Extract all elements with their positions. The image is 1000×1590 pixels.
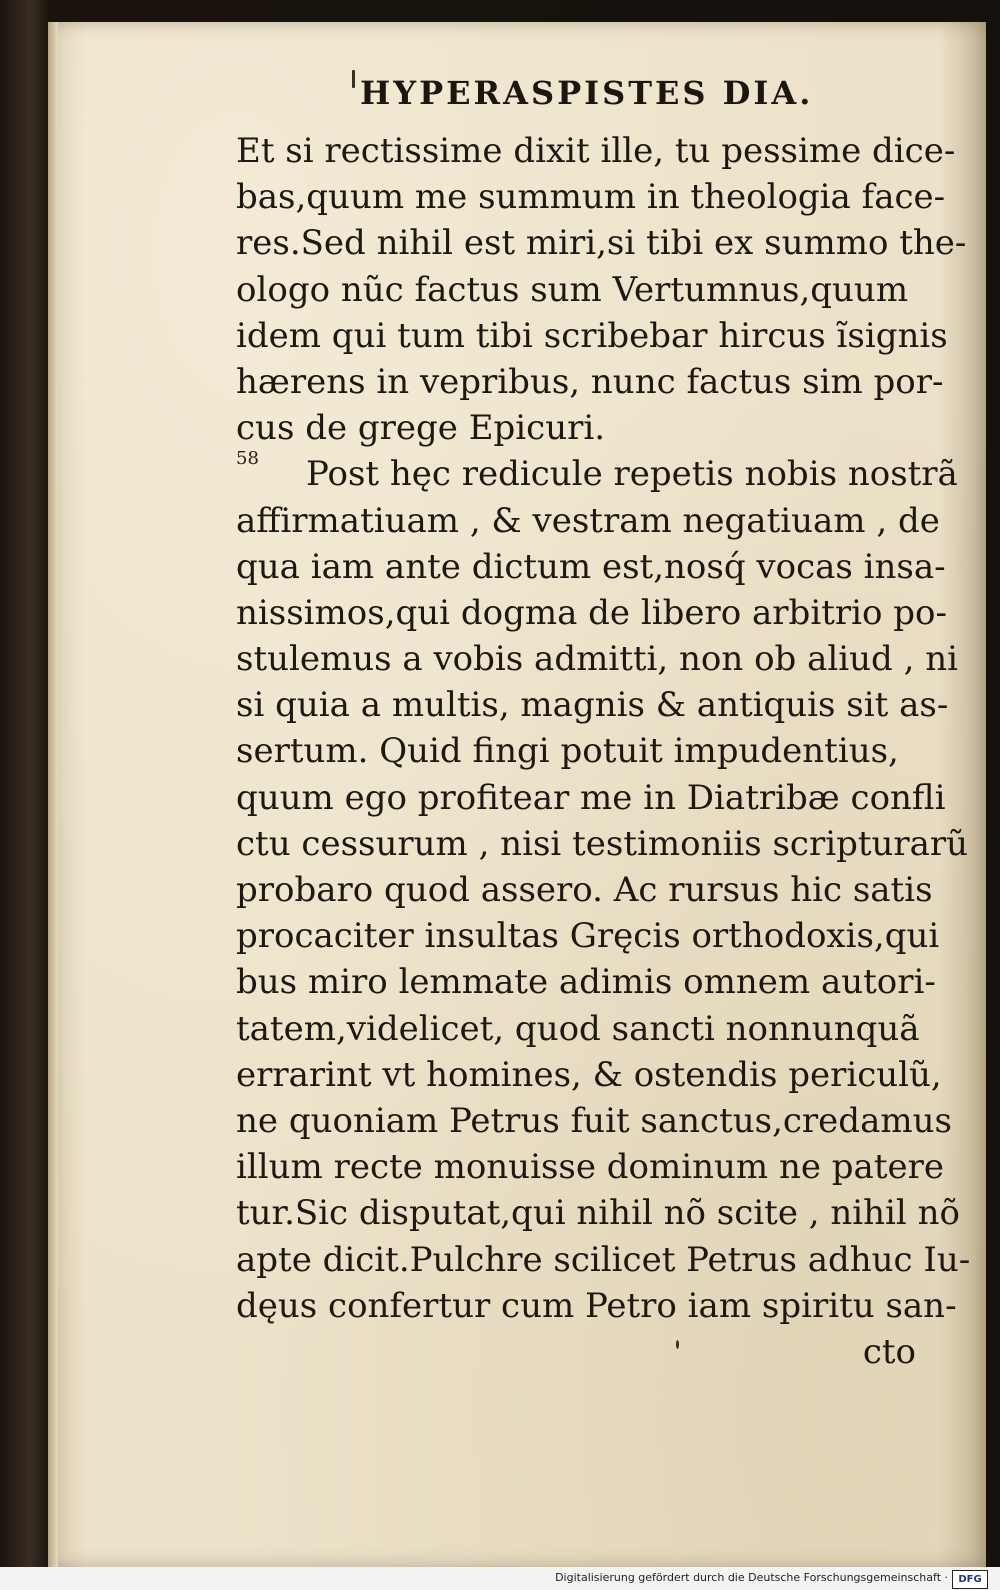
text-line: affirmatiuam , & vestram negatiuam , de — [236, 500, 940, 541]
text-line: res.Sed nihil est miri,si tibi ex summo the- — [236, 223, 967, 264]
text-line: apte dicit.Pulchre scilicet Petrus adhuc Iu- — [236, 1239, 971, 1280]
text-line: Post hęc redicule repetis nobis nostrã — [306, 454, 958, 495]
dfg-logo: DFG — [952, 1570, 988, 1589]
marginal-number: 58 — [236, 448, 259, 469]
text-line: stulemus a vobis admitti, non ob aliud , ni — [236, 639, 959, 680]
text-line: qua iam ante dictum est,nosq́ vocas insa- — [236, 546, 946, 587]
text-line: probaro quod assero. Ac rursus hic satis — [236, 870, 933, 910]
footer-credit: Digitalisierung gefördert durch die Deutsche Forschungsgemeinschaft · — [555, 1571, 948, 1584]
text-line: ologo nũc factus sum Vertumnus,quum — [236, 269, 909, 310]
text-block — [236, 128, 971, 1375]
page-edge — [48, 22, 58, 1567]
running-head: HYPERASPISTES DIA. — [360, 74, 814, 112]
text-line: bas,quum me summum in theologia face- — [236, 177, 946, 218]
text-line: errarint vt homines, & ostendis periculũ, — [236, 1054, 942, 1095]
catchword: cto — [862, 1331, 916, 1372]
text-line: tatem,videlicet, quod sancti nonnunquã — [236, 1008, 920, 1049]
text-line: dęus confertur cum Petro iam spiritu san- — [236, 1285, 957, 1326]
ink-speck — [676, 1340, 679, 1349]
text-line: sertum. Quid fingi potuit impudentius, — [236, 731, 899, 772]
text-line: si quia a multis, magnis & antiquis sit as- — [236, 685, 949, 726]
text-line: procaciter insultas Gręcis orthodoxis,qui — [236, 916, 940, 957]
ink-speck — [352, 70, 355, 88]
text-line: ne quoniam Petrus fuit sanctus,credamus — [236, 1100, 952, 1141]
footer-bar — [0, 1567, 1000, 1590]
text-line: idem qui tum tibi scribebar hircus ĩsignis — [236, 315, 948, 356]
text-line: nissimos,qui dogma de libero arbitrio po- — [236, 592, 947, 633]
text-line: bus miro lemmate adimis omnem autori- — [236, 962, 936, 1003]
text-line: ctu cessurum , nisi testimoniis scripturarũ — [236, 823, 969, 864]
text-line: illum recte monuisse dominum ne patere — [236, 1147, 944, 1188]
text-line: Et si rectissime dixit ille, tu pessime dice- — [236, 131, 956, 171]
text-line: cus de grege Epicuri. — [236, 408, 606, 449]
text-line: quum ego profitear me in Diatribæ confli — [236, 777, 946, 818]
text-line: tur.Sic disputat,qui nihil nõ scite , nihil nõ — [236, 1193, 960, 1234]
text-line: hærens in vepribus, nunc factus sim por- — [236, 361, 944, 402]
